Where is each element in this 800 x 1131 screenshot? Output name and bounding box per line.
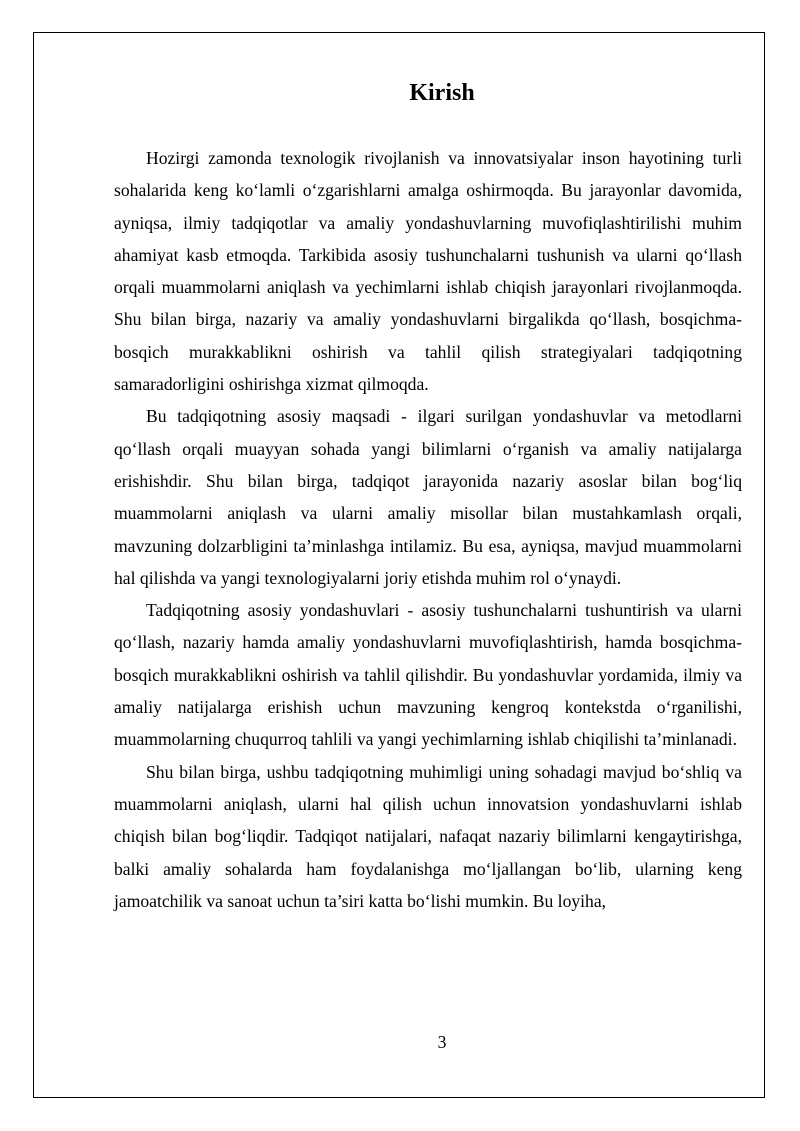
body-text: [114, 142, 742, 917]
page-title: Kirish: [409, 80, 475, 106]
paragraph-1: Hozirgi zamonda texnologik rivojlanish va innovatsiyalar inson hayotining turli sohalarida keng ko‘lamli o‘zgarishlarni amalga oshirmoqda. Bu jarayonlar davomida, ayniqsa, ilmiy tadqiqotlar va amaliy yondashuvlarning muvofiqlashtirilishi muhim ahamiyat kasb etmoqda. Tarkibida asosiy tushunchalarni tushunish va ularni qo‘llash orqali muammolarni aniqlash va yechimlarni ishlab chiqish jarayonlari rivojlanmoqda. Shu bilan birga, nazariy va amaliy yondashuvlarni birgalikda qo‘llash, bosqichma-bosqich murakkablikni oshirish va tahlil qilish strategiyalari tadqiqotning samaradorligini oshirishga xizmat qilmoqda.: [114, 148, 742, 395]
paragraph-3: Tadqiqotning asosiy yondashuvlari - asosiy tushunchalarni tushuntirish va ularni qo‘llash, nazariy hamda amaliy yondashuvlarni muvofiqlashtirish, hamda bosqichma-bosqich murakkablikni oshirish va tahlil qilishdir. Bu yondashuvlar yordamida, ilmiy va amaliy natijalarga erishish uchun mavzuning kengroq kontekstda o‘rganilishi, muammolarning chuqurroq tahlili va yangi yechimlarning ishlab chiqilishi ta’minlanadi.: [114, 600, 742, 750]
page-number: 3: [437, 1032, 447, 1052]
paragraph-2: Bu tadqiqotning asosiy maqsadi - ilgari surilgan yondashuvlar va metodlarni qo‘llash orqali muayyan sohada yangi bilimlarni o‘rganish va amaliy natijalarga erishishdir. Shu bilan birga, tadqiqot jarayonida nazariy asoslar bilan bog‘liq muammolarni aniqlash va ularni amaliy misollar bilan mustahkamlash orqali, mavzuning dolzarbligini ta’minlashga intilamiz. Bu esa, ayniqsa, mavjud muammolarni hal qilishda va yangi texnologiyalarni joriy etishda muhim rol o‘ynaydi.: [114, 406, 742, 588]
paragraph-4: Shu bilan birga, ushbu tadqiqotning muhimligi uning sohadagi mavjud bo‘shliq va muammolarni aniqlash, ularni hal qilish uchun innovatsion yondashuvlarni ishlab chiqish bilan bog‘liqdir. Tadqiqot natijalari, nafaqat nazariy bilimlarni kengaytirishga, balki amaliy sohalarda ham foydalanishga mo‘ljallangan bo‘lib, ularning keng jamoatchilik va sanoat uchun ta’siri katta bo‘lishi mumkin. Bu loyiha,: [114, 761, 742, 911]
